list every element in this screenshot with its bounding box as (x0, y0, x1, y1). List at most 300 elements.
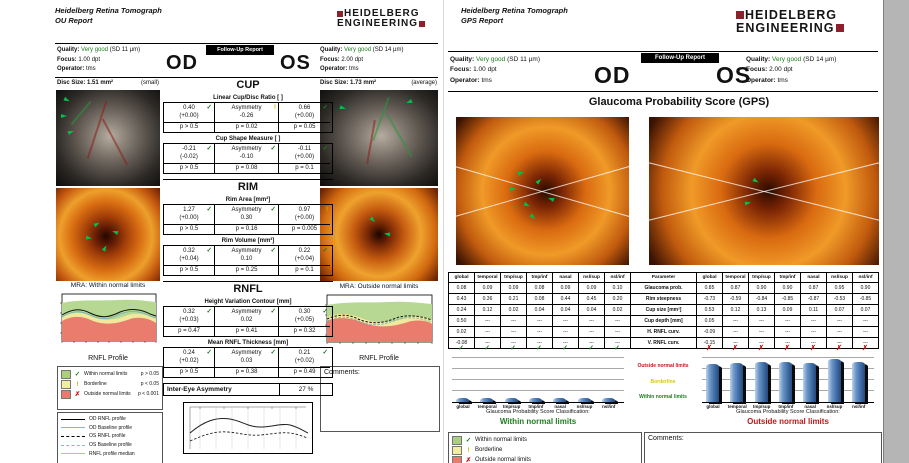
check-icon: ✓ (270, 145, 276, 152)
check-icon: ✓ (614, 345, 620, 352)
legend-swatch (452, 436, 462, 445)
os-topography-image (320, 188, 438, 281)
check-icon: ✓ (322, 308, 328, 315)
od-disc-size: Disc Size: 1.51 mm² (small) (57, 80, 159, 86)
bar-category-label: nsl/sup (576, 404, 593, 409)
cross-icon: ✗ (732, 345, 738, 352)
measure-delta: -0.26 (239, 112, 254, 119)
warning-icon: ! (76, 380, 79, 388)
gps-column-header: global (697, 273, 723, 283)
arrow-icon (752, 178, 759, 184)
p-value: p > 0.5 (164, 163, 215, 173)
gps-os-value: -0.15 (697, 338, 723, 349)
gps-parameter: Cup depth [mm] (631, 316, 697, 327)
measure-delta: -0.10 (239, 153, 254, 160)
measure-delta: 0.03 (240, 357, 253, 364)
gps-od-value: --- (475, 316, 501, 327)
measure-cell-os (279, 307, 330, 326)
cross-icon: ✗ (706, 345, 712, 352)
gps-bar (578, 398, 591, 402)
measure-value: -0.21 (182, 146, 196, 152)
p-value: p > 0.5 (164, 224, 215, 234)
gps-od-value: 0.21 (501, 294, 527, 305)
measure-table (163, 143, 333, 174)
gps-os-value: --- (853, 327, 879, 338)
p-value: p = 0.47 (164, 326, 215, 336)
os-classification-value: Outside normal limits (747, 417, 829, 426)
measure-cell-os (279, 103, 330, 122)
legend-item (452, 435, 638, 445)
measure-subtitle: Height Variation Contour [mm] (204, 299, 292, 305)
logo-square-icon (337, 11, 343, 17)
os-label: OS (716, 62, 752, 88)
measure-delta: (+0.00) (294, 214, 315, 221)
measure-cell-asym (215, 205, 279, 224)
measure-delta: (+0.05) (294, 316, 315, 323)
measure-value: Asymmetry (231, 309, 262, 315)
legend-item (61, 379, 159, 389)
p-value: p > 0.5 (164, 265, 215, 275)
measure-cell-os (279, 246, 330, 265)
gps-column-header: nsl/sup (579, 273, 605, 283)
gps-column-header: tmp/sup (749, 273, 775, 283)
gps-bar (456, 398, 469, 402)
legend-label: Outside normal limits (84, 391, 131, 397)
arrow-icon (63, 97, 70, 103)
measurement-sections (163, 79, 333, 378)
gps-column-header: temporal (723, 273, 749, 283)
gps-os-value: --- (801, 316, 827, 327)
line-sample (61, 427, 85, 428)
check-icon: ✓ (536, 345, 542, 352)
gps-os-value: --- (775, 316, 801, 327)
gps-od-value: --- (501, 338, 527, 349)
gridline (452, 379, 624, 380)
gps-column-header: nsl/sup (827, 273, 853, 283)
gps-os-value: 0.87 (723, 283, 749, 294)
gps-od-value: --- (553, 316, 579, 327)
gps-parameter-header: Parameter (631, 273, 697, 283)
bar-category-label: tmp/sup (752, 404, 771, 409)
p-value: p = 0.32 (279, 326, 330, 336)
cross-icon: ✗ (465, 457, 472, 463)
warning-icon: ! (273, 104, 276, 111)
legend-item (61, 369, 159, 379)
legend-item (452, 455, 638, 463)
arrow-icon (510, 187, 516, 191)
legend-label: OD RNFL profile (89, 416, 126, 423)
check-icon: ✓ (270, 247, 276, 254)
measure-value: 0.22 (298, 248, 311, 254)
measure-subtitle: Rim Area [mm²] (225, 197, 271, 203)
gps-os-value: --- (853, 316, 879, 327)
ou-report-page (0, 0, 441, 463)
gps-od-value: 0.08 (527, 294, 553, 305)
measure-value: Asymmetry (231, 146, 262, 152)
section-title: RNFL (233, 283, 263, 295)
p-value: p = 0.41 (215, 326, 279, 336)
measure-cell-od (164, 144, 215, 163)
check-icon: ✓ (484, 345, 490, 352)
gps-os-value: 0.07 (853, 305, 879, 316)
gps-os-value: --- (827, 316, 853, 327)
legend-item (61, 441, 159, 450)
check-icon: ✓ (588, 345, 594, 352)
line-sample (61, 445, 85, 446)
measure-delta: (+0.04) (294, 255, 315, 262)
gps-os-value: --- (723, 316, 749, 327)
gps-section-title: Glaucoma Probability Score (GPS) (588, 96, 770, 108)
od-label: OD (594, 62, 631, 88)
gps-table-row (449, 294, 879, 305)
inter-eye-label: Inter-Eye Asymmetry (167, 386, 232, 393)
gps-column-header: temporal (475, 273, 501, 283)
measure-cell-asym (215, 103, 279, 122)
divider (448, 51, 878, 52)
legend-swatch (61, 390, 71, 399)
measure-delta: (+0.00) (294, 112, 315, 119)
gridline (702, 357, 874, 358)
gps-od-value: 0.09 (501, 283, 527, 294)
bar-category-label: nsl/inf (602, 404, 616, 409)
arrow-icon (517, 170, 524, 176)
gridline (452, 357, 624, 358)
gps-column-header: tmp/inf (775, 273, 801, 283)
followup-report-badge: Follow-Up Report (206, 45, 274, 55)
check-icon: ✓ (322, 247, 328, 254)
p-value: p = 0.38 (215, 367, 279, 377)
gps-bar (755, 362, 768, 403)
measure-cell-asym (215, 246, 279, 265)
measure-cell-asym (215, 348, 279, 367)
gps-parameter: Rim steepness (631, 294, 697, 305)
check-icon: ✓ (206, 308, 212, 315)
gps-bar (852, 362, 865, 403)
measure-delta: (+0.00) (294, 153, 315, 160)
gps-od-value: --- (579, 327, 605, 338)
zone-within-label: Within normal limits (639, 394, 687, 400)
od-scan-info: Quality: Very good (SD 11 µm) Focus: 1.00 dpt Operator: tms (450, 56, 540, 84)
os-scan-info: Quality: Very good (SD 14 µm) Focus: 2.00 dpt Operator: tms (320, 47, 404, 73)
gps-column-header: nsl/inf (853, 273, 879, 283)
check-icon: ✓ (206, 247, 212, 254)
bar-category-label: temporal (727, 404, 747, 409)
check-icon: ✓ (206, 104, 212, 111)
arrow-icon (547, 196, 554, 202)
bar-category-label: tmp/inf (528, 404, 544, 409)
gps-od-value: 0.02 (605, 305, 631, 316)
measure-value: 0.40 (183, 105, 195, 111)
os-disc-size: Disc Size: 1.73 mm² (average) (320, 80, 437, 86)
gps-os-value: 0.11 (801, 305, 827, 316)
gps-od-value: --- (527, 327, 553, 338)
gps-od-value: --- (553, 327, 579, 338)
od-rnfl-profile-chart (57, 291, 160, 353)
gps-os-value: 0.90 (749, 283, 775, 294)
od-rnfl-profile-label: RNFL Profile (88, 355, 128, 362)
gps-od-value: --- (527, 338, 553, 349)
gps-os-value: 0.85 (697, 283, 723, 294)
gps-parameter: Glaucoma prob. (631, 283, 697, 294)
legend-label: Outside normal limits (475, 457, 532, 463)
divider (55, 43, 438, 44)
gps-parameter: V. RNFL curv. (631, 338, 697, 349)
cross-icon: ✗ (836, 345, 842, 352)
gps-bar (529, 398, 542, 402)
inter-eye-trend-chart (183, 402, 313, 454)
gps-od-value: 0.09 (579, 283, 605, 294)
gps-parameter: H. RNFL curv. (631, 327, 697, 338)
gps-od-value: 0.08 (449, 283, 475, 294)
measure-subtitle: Mean RNFL Thickness [mm] (207, 340, 289, 346)
inter-eye-asymmetry (163, 383, 333, 396)
check-icon: ✓ (465, 437, 472, 444)
arrow-icon (405, 99, 412, 105)
gps-od-value: --- (579, 316, 605, 327)
legend-p-value: p > 0.05 (140, 371, 159, 377)
gps-od-value: 0.08 (527, 283, 553, 294)
check-icon: ✓ (206, 349, 212, 356)
measure-value: 0.97 (298, 207, 311, 213)
gps-report-page (443, 0, 882, 463)
section-rim (163, 179, 333, 276)
measure-cell-os (279, 205, 330, 224)
arrow-icon (61, 114, 67, 118)
measure-value: Asymmetry (231, 350, 262, 356)
gps-od-value: --- (475, 327, 501, 338)
measure-cell-os (279, 144, 330, 163)
followup-report-badge: Follow-Up Report (641, 53, 719, 63)
gps-od-value: 0.10 (605, 283, 631, 294)
warning-icon: ! (467, 446, 470, 454)
gps-os-value: --- (775, 327, 801, 338)
gps-bar (730, 363, 743, 402)
profile-line-legend (57, 412, 163, 463)
p-value: p = 0.02 (215, 122, 279, 132)
measure-cell-asym (215, 144, 279, 163)
od-classification-value: Within normal limits (499, 417, 577, 426)
gps-bar (779, 362, 792, 403)
measure-delta: (+0.00) (179, 112, 199, 119)
gps-os-value: --- (723, 327, 749, 338)
od-reflectance-image (56, 90, 160, 186)
p-value: p = 0.005 (279, 224, 330, 234)
arrow-icon (535, 177, 542, 184)
gps-table (448, 272, 879, 349)
comments-box (320, 366, 440, 432)
gps-od-value: --- (527, 316, 553, 327)
measure-value: Asymmetry (231, 207, 262, 213)
check-icon: ✓ (270, 206, 276, 213)
report-title (55, 6, 162, 26)
gps-parameter: Cup size [mm²] (631, 305, 697, 316)
zone-borderline-label: Borderline (650, 379, 676, 385)
gps-od-value: --- (501, 327, 527, 338)
gps-od-value: --- (553, 338, 579, 349)
check-icon: ✓ (322, 104, 328, 111)
check-icon: ✓ (562, 345, 568, 352)
p-value: p = 0.08 (215, 163, 279, 173)
gps-od-value: --- (501, 316, 527, 327)
measure-value: -0.11 (297, 146, 312, 152)
gps-od-value: --- (579, 338, 605, 349)
p-value: p = 0.16 (215, 224, 279, 234)
od-scan-info: Quality: Very good (SD 11 µm) Focus: 1.00 dpt Operator: tms (57, 47, 141, 73)
measure-cell-os (279, 348, 330, 367)
measure-delta: 0.10 (240, 255, 253, 262)
measure-value: 0.66 (298, 105, 311, 111)
legend-label: Borderline (84, 381, 107, 387)
arrow-icon (384, 232, 391, 237)
p-value: p = 0.1 (279, 163, 330, 173)
gps-od-value: --- (475, 338, 501, 349)
gps-classification-marks (444, 344, 882, 354)
gps-bar (602, 398, 615, 403)
arrow-icon (529, 213, 536, 220)
arrow-icon (93, 221, 100, 227)
bar-category-label: global (456, 404, 470, 409)
gps-os-value: 0.90 (853, 283, 879, 294)
check-icon: ✓ (510, 345, 516, 352)
line-sample (61, 436, 85, 437)
measure-delta: (+0.02) (179, 357, 199, 364)
logo-line1: HEIDELBERG (344, 8, 420, 19)
arrow-icon (523, 202, 530, 208)
gps-table-header-row (449, 273, 879, 283)
od-classification-label: Glaucoma Probability Score Classification: (486, 409, 590, 415)
section-title: CUP (236, 79, 260, 91)
measure-subtitle: Rim Volume [mm³] (221, 238, 275, 244)
os-scan-info: Quality: Very good (SD 14 µm) Focus: 2.00 dpt Operator: tms (746, 56, 837, 84)
gps-bar (828, 359, 841, 402)
gps-od-value: 0.02 (501, 305, 527, 316)
measure-value: 0.24 (183, 350, 195, 356)
legend-p-value: p < 0.05 (140, 381, 159, 387)
gps-os-value: -0.73 (697, 294, 723, 305)
check-icon: ✓ (206, 206, 212, 213)
gps-bar (803, 363, 816, 402)
check-icon: ✓ (206, 145, 212, 152)
p-value: p = 0.05 (279, 122, 330, 132)
check-icon: ✓ (74, 371, 81, 378)
gps-os-value: 0.90 (775, 283, 801, 294)
legend-label: OS RNFL profile (89, 433, 126, 440)
logo-square-icon (836, 24, 844, 32)
gps-column-header: nasal (553, 273, 579, 283)
gps-od-value: 0.04 (553, 305, 579, 316)
gps-os-value: --- (801, 327, 827, 338)
measure-table (163, 306, 333, 337)
gps-os-value: 0.95 (827, 283, 853, 294)
gps-bar (505, 398, 518, 402)
measure-delta: (-0.02) (180, 153, 198, 160)
measure-value: 0.30 (298, 309, 311, 315)
gps-od-value: 0.09 (475, 283, 501, 294)
legend-item (61, 424, 159, 433)
measure-delta: (+0.04) (179, 255, 199, 262)
gps-table-row (449, 327, 879, 338)
gps-os-value: --- (749, 316, 775, 327)
arrow-icon (67, 129, 74, 135)
check-icon: ✓ (322, 145, 328, 152)
measure-delta: 0.30 (240, 214, 253, 221)
bar-category-label: nasal (804, 404, 816, 409)
legend-p-value: p < 0.001 (138, 391, 159, 397)
gps-od-value: 0.45 (579, 294, 605, 305)
cross-icon: ✗ (810, 345, 816, 352)
gps-bar (706, 364, 719, 402)
arrow-icon (369, 216, 376, 223)
inter-eye-value: 27 % (279, 384, 332, 395)
measure-delta: (+0.00) (179, 214, 199, 221)
bar-category-label: nsl/sup (826, 404, 843, 409)
p-value: p > 0.5 (164, 367, 215, 377)
arrow-icon (86, 236, 93, 241)
od-mra-result: MRA: Within normal limits (70, 282, 146, 289)
gps-os-value: 0.12 (723, 305, 749, 316)
logo-line2: ENGINEERING (736, 20, 835, 35)
measure-delta: 0.02 (240, 316, 253, 323)
measure-cell-od (164, 246, 215, 265)
line-sample (61, 419, 85, 420)
gps-bar (480, 398, 493, 402)
os-gps-bar-chart (702, 357, 874, 417)
p-value: p = 0.49 (279, 367, 330, 377)
od-gps-bar-chart (452, 357, 624, 417)
os-classification-label: Glaucoma Probability Score Classification: (736, 409, 840, 415)
legend-swatch (61, 380, 71, 389)
gps-os-value: -0.87 (801, 294, 827, 305)
legend-swatch (452, 456, 462, 463)
measure-value: 0.32 (183, 309, 195, 315)
gps-os-value: -0.84 (749, 294, 775, 305)
os-label: OS (280, 52, 311, 74)
gps-column-header: tmp/inf (527, 273, 553, 283)
report-title-line2: GPS Report (461, 16, 504, 26)
legend-item (61, 415, 159, 424)
line-sample (61, 453, 85, 454)
gps-os-value: -0.59 (723, 294, 749, 305)
gps-os-value: --- (775, 338, 801, 349)
gps-os-value: -0.85 (853, 294, 879, 305)
legend-label: OD Baseline profile (89, 424, 133, 431)
gps-os-value: -0.53 (827, 294, 853, 305)
gps-os-value: --- (827, 327, 853, 338)
check-icon: ✓ (458, 345, 464, 352)
gps-os-value: 0.05 (697, 316, 723, 327)
gps-os-value: -0.85 (775, 294, 801, 305)
arrow-icon (340, 105, 347, 110)
gps-column-header: tmp/sup (501, 273, 527, 283)
bar-category-label: temporal (477, 404, 497, 409)
measurements-column (163, 79, 333, 454)
report-title (461, 6, 568, 26)
logo-square-icon (419, 21, 425, 27)
gps-od-value: 0.04 (527, 305, 553, 316)
measure-delta: (+0.03) (179, 316, 199, 323)
measure-value: 0.21 (298, 350, 311, 356)
cross-icon: ✗ (758, 345, 764, 352)
measure-value: 0.32 (183, 248, 195, 254)
measure-delta: (+0.02) (294, 357, 315, 364)
measure-table (163, 347, 333, 378)
gps-od-value: -0.08 (449, 338, 475, 349)
measure-value: Asymmetry (231, 248, 262, 254)
gps-os-value: --- (827, 338, 853, 349)
od-label: OD (166, 52, 198, 74)
divider (55, 77, 438, 78)
gps-od-value: 0.09 (553, 283, 579, 294)
